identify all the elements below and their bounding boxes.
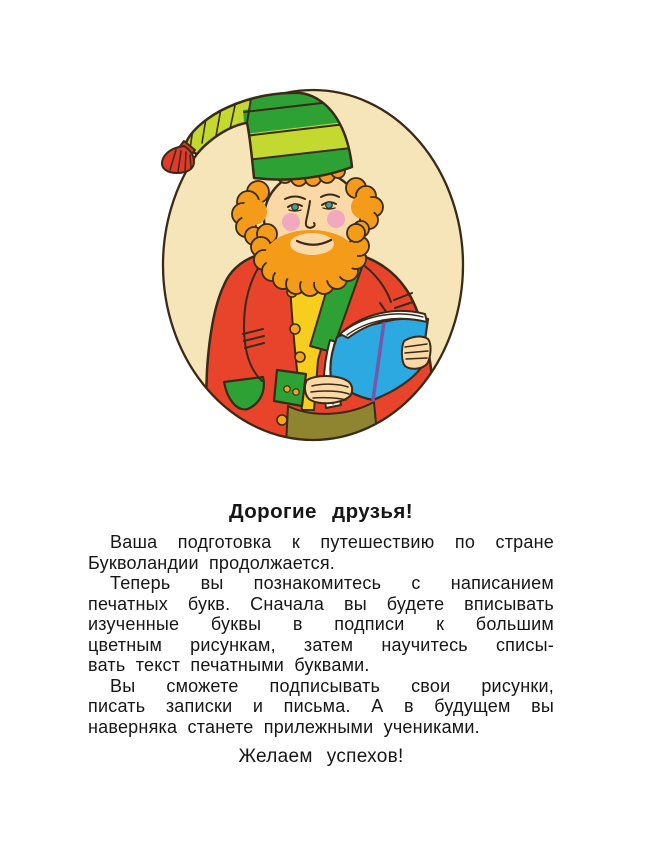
page-text <box>88 501 554 768</box>
text-line: Вы сможете подписывать свои рисунки, <box>110 675 554 696</box>
text-line: изученные буквы в подписи к большим <box>88 614 554 634</box>
cheek <box>327 210 345 228</box>
page-title: Дорогие друзья! <box>228 500 413 523</box>
cap-tassel <box>162 141 195 173</box>
text-line: Букволандии продолжается. <box>88 552 336 573</box>
text-line: вать текст печатными буквами. <box>88 655 370 675</box>
text-line: писать записки и письма. А в будущем вы <box>88 696 554 716</box>
text-line: цветным рисункам, затем научитесь списы- <box>88 634 554 655</box>
text-line: наверняка станете прилежными учениками. <box>88 716 480 737</box>
text-line: печатных букв. Сначала вы будете вписывать <box>88 593 554 614</box>
text-line: Ваша подготовка к путешествию по стране <box>110 532 554 552</box>
closing-line: Желаем успехов! <box>238 746 404 767</box>
text-line: Теперь вы познакомитесь с написанием <box>110 573 554 593</box>
cheek <box>282 213 300 231</box>
